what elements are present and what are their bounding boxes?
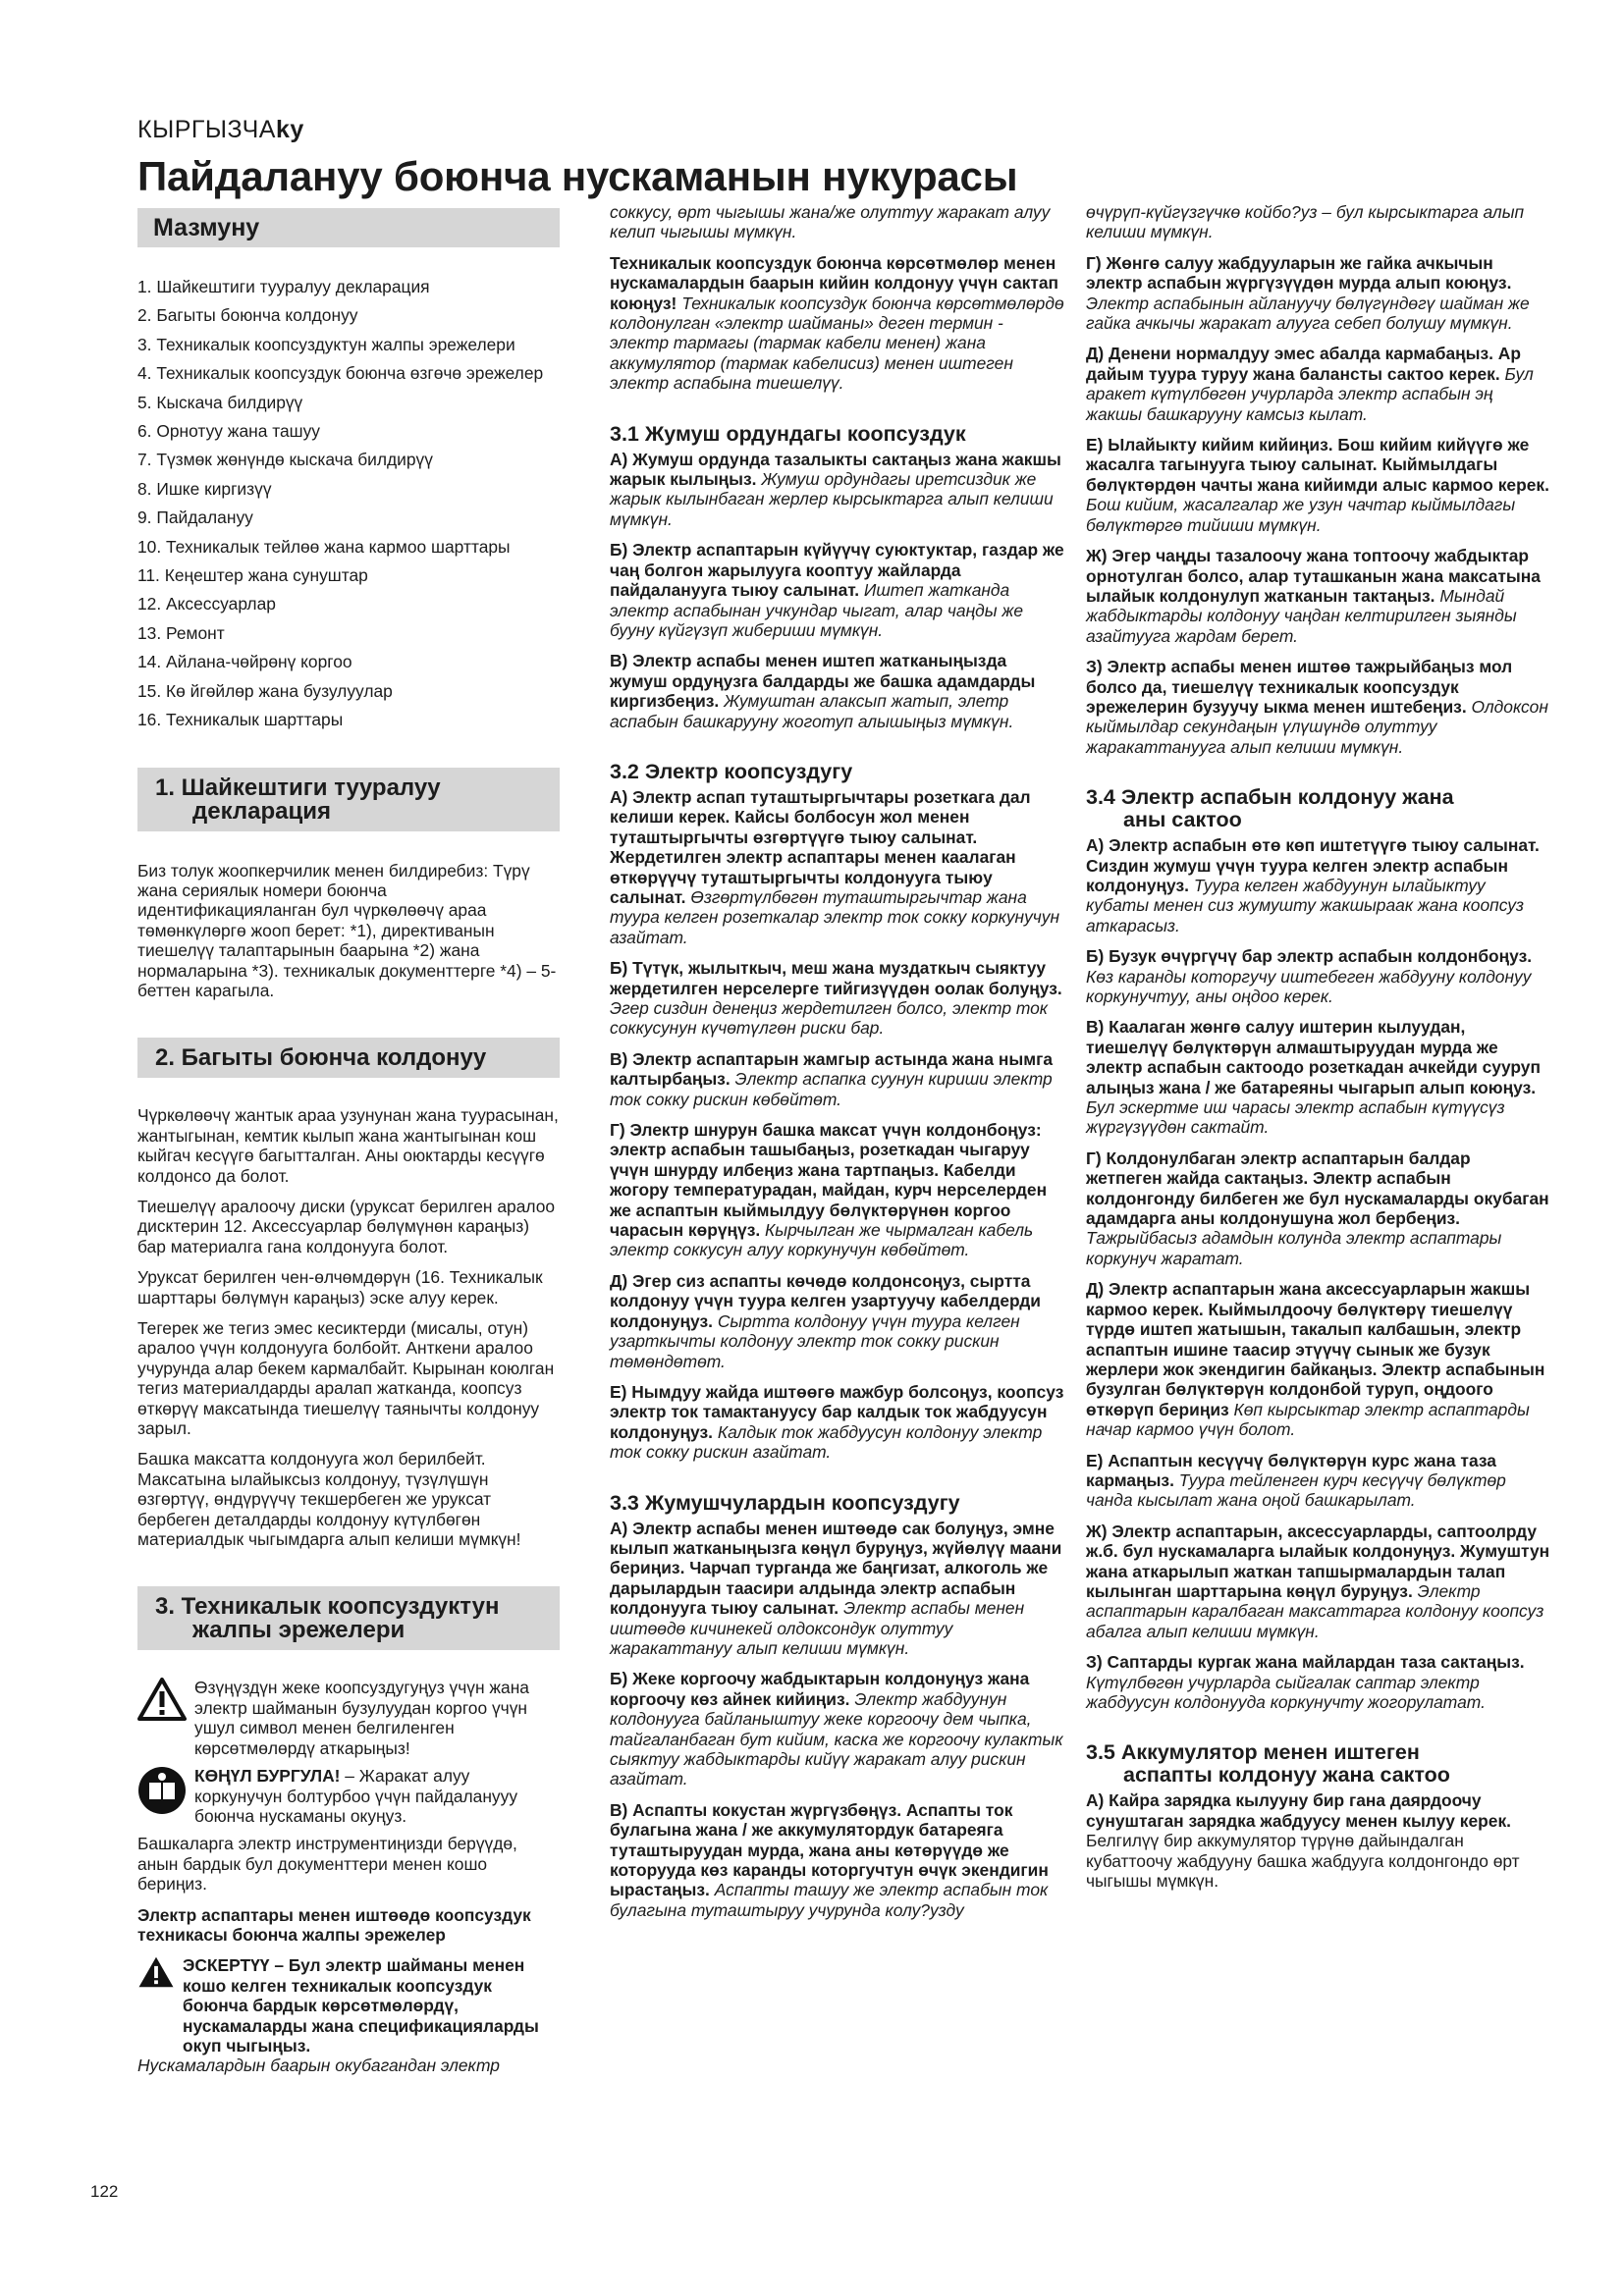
rule-item: Б) Бузук өчүргүчү бар электр аспабын колдонбоңуз. Көз каранды которгучу иштебеген жабдууну колдонуу коркунучтуу, аны оңдоо керек.	[1086, 946, 1533, 1006]
toc-item[interactable]: 11. Кеңештер жана сунуштар	[137, 565, 368, 586]
safety-notice	[137, 1678, 560, 1758]
rule-item: В) Аспапты кокустан жүргүзбөңүз. Аспапты ток булагына жана / же аккумулятордук батареяга туташтыруудан мурда, жана аны көтөрүүдө же которууда көз каранды которгучтун өчүк экендигин ырастаңыз. Аспапты ташуу же электр аспабын ток булагына туташтыруу учурунда колу?узду	[610, 1799, 1049, 1920]
rule-item: А) Кайра зарядка кылууну бир гана даярдоочу сунуштаган зарядка жабдуусу менен кылуу керек. Белгилүү бир аккумулятор түрүнө дайындалган кубаттоочу жабдууну башка жабдууга колдонгондо өрт чыгышы мүмкүн.	[1086, 1790, 1520, 1892]
page-title: Пайдалануу боюнча нускаманын нукурасы	[137, 153, 1018, 199]
toc-item[interactable]: 9. Пайдалануу	[137, 507, 253, 528]
paragraph: Уруксат берилген чен-өлчөмдөрүн (16. Техникалык шарттары бөлүмүн караңыз) эске алуу керек.	[137, 1267, 543, 1308]
rule-item: Е) Нымдуу жайда иштөөгө мажбур болсоңуз, коопсуз электр ток тамактануусу бар калдык ток жабдуусун колдонуңуз. Калдык ток жабдуусун колдонуу электр ток сокку рискин азайтат.	[610, 1381, 1064, 1463]
paragraph: Тиешелүү аралоочу диски (уруксат берилген аралоо дисктерин 12. Аксессуарлар бөлүмүнөн караңыз) бар материалга гана колдонууга болот.	[137, 1196, 556, 1256]
paragraph: Башкаларга электр инструментиңизди берүүдө, анын бардык бул документтери менен кошо бериңиз.	[137, 1834, 517, 1895]
toc-item[interactable]: 1. Шайкештиги тууралуу декларация	[137, 277, 430, 296]
rule-item: З) Электр аспабы менен иштөө тажрыйбаңыз мол болсо да, тиешелүү техникалык коопсуздук эрежелерин бузуучу ыкма менен иштебеңиз. Олдоксон кыймылдар секундаңын үлүшүндө олуттуу жаракаттанууга алып келиши мүмкүн.	[1086, 657, 1548, 757]
section-1-text: Биз толук жоопкерчилик менен билдиребиз: Түрү жана сериялык номери боюнча идентификацияланган бул чүркөлөөчү араа төмөнкүлөргө жооп берет: *1), директиванын тиешелүү талаптарынын баарына *2) жана нормаларына *3). техникалык документтерге *4) – 5-беттен карагыла.	[137, 860, 557, 1000]
rule-item: А) Жумуш ордунда тазалыкты сактаңыз жана жакшы жарык кылыңыз. Жумуш ордундагы иретсиздик же жарык кылынбаган жерлер кырсыктарга алып келиши мүмкүн.	[610, 449, 1061, 529]
toc-item[interactable]: 16. Техникалык шарттары	[137, 710, 344, 730]
section-3-heading: 3. Техникалык коопсуздуктун жалпы эрежелери	[137, 1586, 560, 1650]
column-3	[1086, 202, 1551, 1901]
rule-item: Г) Колдонулбаган электр аспаптарын балдар жетпеген жайда сактаңыз. Электр аспабын колдонгонду билбеген же бул нускамаларды окубаган адамдарга аны колдонушуна жол бербеңиз. Тажрыйбасыз адамдын колунда электр аспаптары коркунуч жаратат.	[1086, 1148, 1549, 1268]
rule-item: Г) Жөнгө салуу жабдууларын же гайка ачкычын электр аспабын жүргүзүүдөн мурда алып коюңуз. Электр аспабынын айлануучу бөлүгүндөгү шайман же гайка ачкычы жаракат алууга себеп болушу мүмкүн.	[1086, 252, 1530, 334]
rule-item: Д) Денени нормалдуу эмес абалда кармабаңыз. Ар дайым туура туруу жана балансты сактоо керек. Бул аракет күтүлбөгөн учурларда электр аспабын эң жакшы башкарууну камсыз кылат.	[1086, 344, 1534, 424]
paragraph: соккусу, өрт чыгышы жана/же олуттуу жаракат алуу келип чыгышы мүмкүн.	[610, 202, 1051, 242]
rule-item: Д) Электр аспаптарын жана аксессуарларын жакшы кармоо керек. Кыймылдоочу бөлүктөрү тиешелүү түрдө иштеп жатышын, такалып калбашын, электр аспаптын ишине таасир этүүчү сынык же бузук жерлери жок экендигин байкаңыз. Электр аспабынын бузулган бөлүктөрүн колдонбой туруп, оңдоого өткөрүп бериңиз Көп кырсыктар электр аспаптарды начар кармоо үчүн болот.	[1086, 1279, 1545, 1440]
rule-item: А) Электр аспабы менен иштөөдө сак болуңуз, эмне кылып жатканыңызга көңүл буруңуз, жүйөлүү маани бериңиз. Чарчап турганда же баңгизат, алкоголь же дарылардын таасири алдында электр аспабын колдонууга тыюу салынат. Электр аспабы менен иштөөдө кичинекей олдоксондук олуттуу жаракаттануу алып келиши мүмкүн.	[610, 1518, 1062, 1658]
paragraph: Чүркөлөөчү жантык араа узунунан жана туурасынан, жантыгынан, кемтик кылып жана жантыгынан кош кыйгач кесүүгө багытталган. Аны оюктарды кесүүгө колдонсо да болот.	[137, 1105, 559, 1186]
paragraph: Тегерек же тегиз эмес кесиктерди (мисалы, отун) аралоо үчүн колдонууга болбойт. Анткени аралоо учурунда алар бекем кармалбайт. Кырынан коюлган тегиз материалдарды аралап жатканда, коопсуз өткөрүү максатында тиешелүү таянычты колдонуу зарыл.	[137, 1318, 555, 1439]
paragraph: Нускамалардын баарын окубагандан электр	[137, 2056, 500, 2076]
rule-item: Е) Ылайыкту кийим кийиңиз. Бош кийим кийүүгө же жасалга тагынууга тыюу салынат. Кыймылдагы бөлүктөрдөн чачты жана кийимди алыс кармоо керек. Бош кийим, жасалгалар же узун чачтар кыймылдагы бөлүктөргө тийиши мүмкүн.	[1086, 435, 1549, 535]
column-1	[137, 208, 560, 2076]
rule-item: Е) Аспаптын кесүүчү бөлүктөрүн курс жана таза кармаңыз. Туура тейленген курч кесүүчү бөлүктөр чанда кысылат жана оңой башкарылат.	[1086, 1450, 1506, 1511]
rule-item: А) Электр аспабын өтө көп иштетүүгө тыюу салынат. Сиздин жумуш үчүн туура келген электр аспабын колдонуңуз. Туура келген жабдуунун ылайыктуу кубаты менен сиз жумушту жакшыраак жана коопсуз аткарасыз.	[1086, 835, 1540, 935]
read-manual-notice: КӨҢҮЛ БУРГУЛА! – Жаракат алуу коркунучун болтурбоо үчүн пайдаланууу боюнча нускаманы окуңуз.	[137, 1766, 560, 1826]
toc-item[interactable]: 2. Багыты боюнча колдонуу	[137, 305, 358, 326]
rule-item: Д) Эгер сиз аспапты көчөдө колдонсоңуз, сыртта колдонуу үчүн туура келген узартуучу кабелдерди колдонуңуз. Сыртта колдонуу үчүн туура келген узарткычты колдонуу электр ток сокку рискин төмөндөтөт.	[610, 1270, 1041, 1371]
toc-item[interactable]: 3. Техникалык коопсуздуктун жалпы эрежелери	[137, 334, 515, 354]
rule-item: В) Каалаган жөнгө салуу иштерин кылуудан, тиешелүү бөлүктөрүн алмаштыруудан мурда же электр аспабын сактоодо розеткадан ачкейди сууруп алыңыз жана / же батареяны чыгарып алып коюңуз. Бул эскертме иш чарасы электр аспабын күтүүсүз жүргүзүүдөн сактайт.	[1086, 1017, 1541, 1138]
section-3-1-heading: 3.1 Жумуш ордундагы коопсуздук	[610, 421, 966, 446]
toc-item[interactable]: 6. Орнотуу жана ташуу	[137, 421, 321, 442]
rule-item: Ж) Эгер чаңды тазалоочу жана топтоочу жабдыктар орнотулган болсо, алар туташканын жана максатына ылайык колдонулуп жатканын тактаңыз. Мындай жабдыктарды колдонуу чаңдан келтирилген зыянды азайтууга жардам берет.	[1086, 546, 1541, 646]
table-of-contents	[137, 277, 560, 730]
language-label: КЫРГЫЗЧАky	[137, 116, 304, 143]
toc-item[interactable]: 13. Ремонт	[137, 622, 225, 643]
toc-item[interactable]: 5. Кыскача билдирүү	[137, 392, 303, 412]
section-2-heading: 2. Багыты боюнча колдонуу	[137, 1038, 560, 1078]
rule-item: Г) Электр шнурун башка максат үчүн колдонбоңуз: электр аспабын ташыбаңыз, розеткадан чыгаруу үчүн шнурду илбеңиз жана тартпаңыз. Кабелди жогору температурадан, майдан, курч нерселерден же аспаптын кыймылдуу бөлүктөрүнөн коргоо чарасын көрүңүз. Кырчылган же чырмалган кабель электр соккусун алуу коркунучун көбөйтөт.	[610, 1120, 1048, 1260]
rule-item: Ж) Электр аспаптарын, аксессуарларды, саптоолрду ж.б. бул нускамаларга ылайык колдонуңуз. Жумуштун жана аткарылып жаткан тапшырмалардын талап кылынган шарттарына көңүл буруңуз. Электр аспаптарын каралбаган максаттарга колдонуу коопсуз абалга алып келиши мүмкүн.	[1086, 1521, 1550, 1641]
rule-item: Б) Түтүк, жылыткыч, меш жана муздаткыч сыяктуу жердетилген нерселерге тийгизүүдөн оолак болуңуз. Эгер сиздин денеңиз жердетилген болсо, электр ток соккусунун күчөтүлгөн риски бар.	[610, 958, 1062, 1039]
read-manual-icon	[137, 1766, 187, 1815]
section-3-4-heading: 3.4 Электр аспабын колдонуу жана аны сактоо	[1086, 785, 1454, 832]
warning-block: ЭСКЕРТҮҮ – Бул электр шайманы менен кошо келген техникалык коопсуздук боюнча бардык көрсөтмөлөрдү, нускамаларды жана спецификацияларды окуп чыгыңыз.	[137, 1955, 560, 2056]
toc-item[interactable]: 14. Айлана-чөйрөнү коргоо	[137, 652, 352, 672]
paragraph: Техникалык коопсуздук боюнча көрсөтмөлөр менен нускамалардын баарын кийин колдонуу үчүн сактап коюңуз! Техникалык коопсуздук боюнча көрсөтмөлөрдө колдонулган «электр шайманы» деген термин - электр тармагы (тармак кабели менен) жана аккумулятор (тармак кабелисиз) менен иштеген электр аспабына тиешелүү.	[610, 252, 1064, 394]
rule-item: Б) Электр аспаптарын күйүүчү суюктуктар, газдар же чаң болгон жарылууга кооптуу жайларда пайдаланууга тыюу салынат. Иштеп жатканда электр аспабынан учкундар чыгат, алар чаңды же бууну күйгүзүп жибериши мүмкүн.	[610, 540, 1064, 640]
rule-item: Б) Жеке коргоочу жабдыктарын колдонуңуз жана коргоочу көз айнек кийиңиз. Электр жабдуунун колдонууга байланыштуу жеке коргоочу дем чыпка, тайгаланбаган бут кийим, каска же коргоочу кулактык сыяктуу жабдыктарды кийүү жаракат алуу рискин азайтат.	[610, 1669, 1063, 1789]
warning-triangle-icon	[137, 1955, 175, 1989]
warning-triangle-icon	[137, 1678, 187, 1721]
toc-item[interactable]: 10. Техникалык тейлөө жана кармоо шарттары	[137, 536, 511, 557]
rule-item: З) Саптарды кургак жана майлардан таза сактаңыз. Күтүлбөгөн учурларда сыйгалак саптар электр жабдуусун колдонууда коркунучту жогорулатат.	[1086, 1652, 1525, 1712]
toc-heading: Мазмуну	[137, 208, 560, 247]
rule-item: В) Электр аспаптарын жамгыр астында жана нымга калтырбаңыз. Электр аспапка суунун кириши электр ток сокку рискин көбөйтөт.	[610, 1048, 1054, 1109]
toc-item[interactable]: 15. Кө йгөйлөр жана бузулуулар	[137, 680, 393, 701]
subheading: Электр аспаптары менен иштөөдө коопсуздук техникасы боюнча жалпы эрежелер	[137, 1904, 531, 1945]
rule-item: А) Электр аспап туташтыргычтары розеткага дал келиши керек. Кайсы болбосун жол менен туташтыргычты өзгөртүүгө тыюу салынат. Жердетилген электр аспаптары менен каалаган өткөрүүчү туташтыргычты колдонууга тыюу салынат. Өзгөртүлбөгөн туташтыргычтар жана туура келген розеткалар электр ток сокку коркунучун азайтат.	[610, 786, 1060, 947]
section-3-5-heading: 3.5 Аккумулятор менен иштеген аспапты колдонуу жана сактоо	[1086, 1740, 1450, 1788]
safety-notice-text: Өзүңүздүн жеке коопсуздугуңуз үчүн жана электр шайманын бузулуудан коргоо үчүн ушул символ менен белгиленген көрсөтмөлөрдү аткарыңыз!	[194, 1678, 529, 1758]
paragraph: Башка максатта колдонууга жол берилбейт. Максатына ылайыксыз колдонуу, түзүлүшүн өзгөртүү, өндүрүүчү текшербеген же уруксат бербеген деталдарды колдонуу күтүлбөгөн материалдык чыгымдарга алып келиши мүмкүн!	[137, 1449, 521, 1550]
toc-item[interactable]: 4. Техникалык коопсуздук боюнча өзгөчө эрежелер	[137, 363, 544, 384]
toc-item[interactable]: 8. Ишке киргизүү	[137, 478, 272, 499]
section-3-3-heading: 3.3 Жумушчулардын коопсуздугу	[610, 1490, 960, 1515]
toc-item[interactable]: 12. Аксессуарлар	[137, 594, 276, 614]
page-number: 122	[90, 2182, 119, 2201]
section-1-heading: 1. Шайкештиги тууралуу декларация	[137, 768, 560, 831]
column-2	[610, 202, 1064, 1931]
rule-item: В) Электр аспабы менен иштеп жатканыңызда жумуш ордуңузга балдарды же башка адамдарды киргизбеңиз. Жумуштан алаксып жатып, элетр аспабын башкарууну жоготуп алышыңыз мүмкүн.	[610, 651, 1036, 731]
paragraph: өчүрүп-күйгүзгүчкө койбо?уз – бул кырсыктарга алып келиши мүмкүн.	[1086, 202, 1525, 242]
toc-item[interactable]: 7. Түзмөк жөнүндө кыскача билдирүү	[137, 450, 433, 470]
section-3-2-heading: 3.2 Электр коопсуздугу	[610, 759, 853, 783]
